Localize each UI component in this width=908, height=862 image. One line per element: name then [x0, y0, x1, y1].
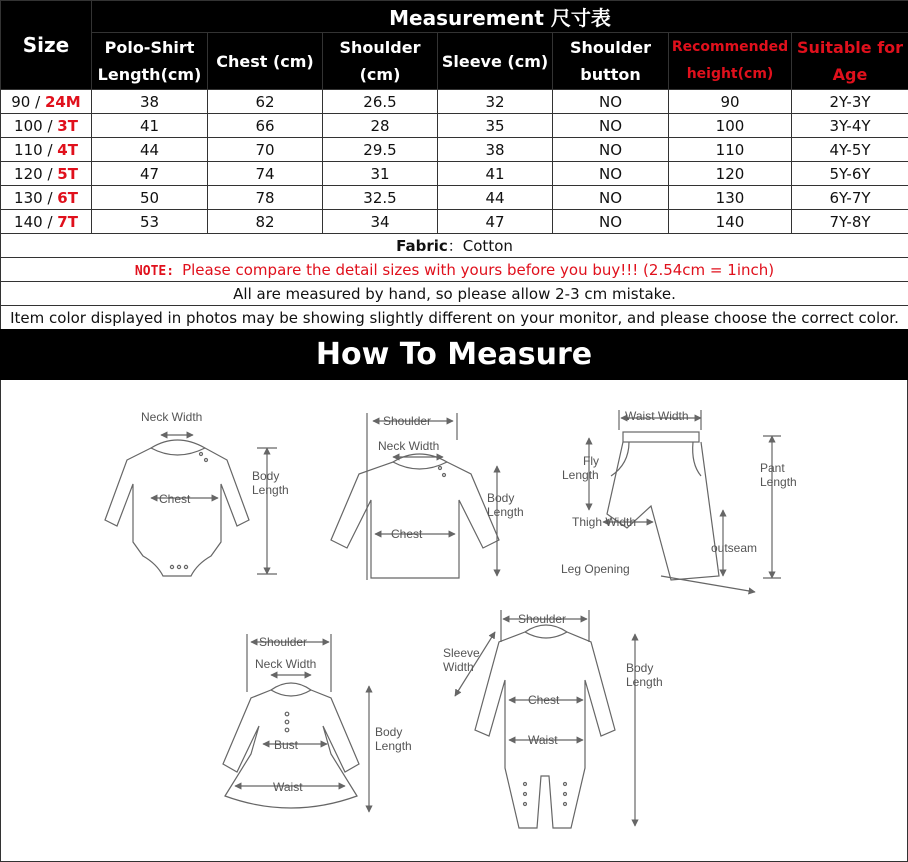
- sweater-length-label: Length: [487, 505, 524, 519]
- note-text: Please compare the detail sizes with yours before you buy!!! (2.54cm = 1inch): [182, 260, 775, 279]
- note-row: [1, 258, 908, 282]
- table-row: [1, 138, 908, 162]
- pants-fly-length-label: Length: [562, 468, 599, 482]
- how-to-measure-diagrams: [0, 380, 908, 862]
- size-number: 100 /: [14, 116, 58, 135]
- table-cell: 31: [323, 162, 438, 186]
- size-age-code: 7T: [57, 212, 78, 231]
- table-row: [1, 210, 908, 234]
- size-cell: [1, 186, 92, 210]
- size-table-body: [1, 90, 908, 234]
- column-header: Suitable for Age: [792, 33, 908, 90]
- table-row: [1, 114, 908, 138]
- table-cell: 74: [208, 162, 323, 186]
- bodysuit-body-label: Body: [252, 469, 280, 483]
- column-header: Shoulder button: [553, 33, 669, 90]
- romper-sleeve-label: Sleeve: [443, 646, 480, 660]
- table-cell: 110: [669, 138, 792, 162]
- size-number: 110 /: [14, 140, 58, 159]
- size-age-code: 3T: [57, 116, 78, 135]
- column-header: Chest (cm): [208, 33, 323, 90]
- table-cell: NO: [553, 138, 669, 162]
- size-number: 90 /: [11, 92, 45, 111]
- bodysuit-length-label: Length: [252, 483, 289, 497]
- note-label: NOTE:: [134, 263, 175, 279]
- column-header: Polo-Shirt Length(cm): [92, 33, 208, 90]
- size-cell: [1, 138, 92, 162]
- size-number: 140 /: [14, 212, 58, 231]
- dress-neck-label: Neck Width: [255, 657, 317, 671]
- size-cell: [1, 162, 92, 186]
- size-header: Size: [1, 1, 92, 90]
- table-cell: 50: [92, 186, 208, 210]
- table-cell: 32.5: [323, 186, 438, 210]
- fabric-row: [1, 234, 908, 258]
- table-cell: 47: [438, 210, 553, 234]
- romper-shoulder-label: Shoulder: [518, 612, 567, 626]
- pants-outseam-label: outseam: [711, 541, 758, 555]
- table-cell: 35: [438, 114, 553, 138]
- table-cell: 4Y-5Y: [792, 138, 908, 162]
- table-cell: 32: [438, 90, 553, 114]
- table-cell: 44: [92, 138, 208, 162]
- table-cell: NO: [553, 90, 669, 114]
- column-header: Recommended height(cm): [669, 33, 792, 90]
- dress-waist-label: Waist: [273, 780, 303, 794]
- table-cell: 120: [669, 162, 792, 186]
- pants-fly-label: Fly: [583, 454, 599, 468]
- table-cell: 130: [669, 186, 792, 210]
- table-cell: 90: [669, 90, 792, 114]
- table-cell: 100: [669, 114, 792, 138]
- table-cell: 140: [669, 210, 792, 234]
- column-header: Shoulder (cm): [323, 33, 438, 90]
- fabric-label: Fabric: [396, 237, 448, 255]
- table-cell: 2Y-3Y: [792, 90, 908, 114]
- table-cell: 28: [323, 114, 438, 138]
- table-cell: 6Y-7Y: [792, 186, 908, 210]
- romper-length-label: Length: [626, 675, 663, 689]
- column-header-row: [1, 33, 908, 90]
- fabric-value: ：Cotton: [447, 237, 513, 255]
- table-cell: 44: [438, 186, 553, 210]
- table-cell: 41: [438, 162, 553, 186]
- table-cell: 5Y-6Y: [792, 162, 908, 186]
- size-age-code: 6T: [57, 188, 78, 207]
- sweater-shoulder-label: Shoulder: [383, 414, 432, 428]
- table-row: [1, 162, 908, 186]
- bodysuit-chest-label: Chest: [159, 492, 191, 506]
- table-cell: 66: [208, 114, 323, 138]
- table-cell: 70: [208, 138, 323, 162]
- table-cell: 26.5: [323, 90, 438, 114]
- how-to-measure-title: How To Measure: [0, 329, 908, 380]
- table-cell: 82: [208, 210, 323, 234]
- table-cell: 53: [92, 210, 208, 234]
- hand-measure-note: All are measured by hand, so please allow 2-3 cm mistake.: [1, 282, 908, 306]
- table-cell: NO: [553, 210, 669, 234]
- romper-diagram: [455, 610, 635, 828]
- table-cell: 47: [92, 162, 208, 186]
- dress-body-label: Body: [375, 725, 403, 739]
- table-row: [1, 90, 908, 114]
- sweater-body-label: Body: [487, 491, 515, 505]
- table-cell: 38: [438, 138, 553, 162]
- pants-pant-length-label: Length: [760, 475, 797, 489]
- table-cell: 62: [208, 90, 323, 114]
- pants-leg-label: Leg Opening: [561, 562, 630, 576]
- column-header: Sleeve (cm): [438, 33, 553, 90]
- dress-length-label: Length: [375, 739, 412, 753]
- romper-sleeve-width-label: Width: [443, 660, 474, 674]
- dress-bust-label: Bust: [274, 738, 299, 752]
- romper-waist-label: Waist: [528, 733, 558, 747]
- pants-pant-label: Pant: [760, 461, 785, 475]
- table-row: [1, 186, 908, 210]
- size-table: [0, 0, 908, 330]
- romper-body-label: Body: [626, 661, 654, 675]
- romper-chest-label: Chest: [528, 693, 560, 707]
- size-number: 130 /: [14, 188, 58, 207]
- pants-waist-label: Waist Width: [625, 409, 689, 423]
- dress-shoulder-label: Shoulder: [259, 635, 308, 649]
- bodysuit-neck-label: Neck Width: [141, 410, 203, 424]
- table-cell: 78: [208, 186, 323, 210]
- table-cell: 41: [92, 114, 208, 138]
- size-age-code: 4T: [57, 140, 78, 159]
- table-cell: 34: [323, 210, 438, 234]
- size-age-code: 5T: [57, 164, 78, 183]
- bodysuit-diagram: [105, 435, 280, 576]
- size-cell: [1, 90, 92, 114]
- table-cell: 7Y-8Y: [792, 210, 908, 234]
- pants-thigh-label: Thigh Width: [572, 515, 637, 529]
- size-cell: [1, 114, 92, 138]
- measurement-title: Measurement 尺寸表: [92, 1, 908, 33]
- table-cell: NO: [553, 186, 669, 210]
- diagrams-svg: [1, 380, 907, 861]
- sweater-neck-label: Neck Width: [378, 439, 440, 453]
- size-age-code: 24M: [44, 92, 81, 111]
- table-cell: 3Y-4Y: [792, 114, 908, 138]
- size-cell: [1, 210, 92, 234]
- table-cell: NO: [553, 162, 669, 186]
- table-cell: 38: [92, 90, 208, 114]
- sweater-chest-label: Chest: [391, 527, 423, 541]
- color-note: Item color displayed in photos may be showing slightly different on your monitor, and please choose the correct color.: [1, 306, 908, 330]
- table-cell: 29.5: [323, 138, 438, 162]
- table-cell: NO: [553, 114, 669, 138]
- size-number: 120 /: [14, 164, 58, 183]
